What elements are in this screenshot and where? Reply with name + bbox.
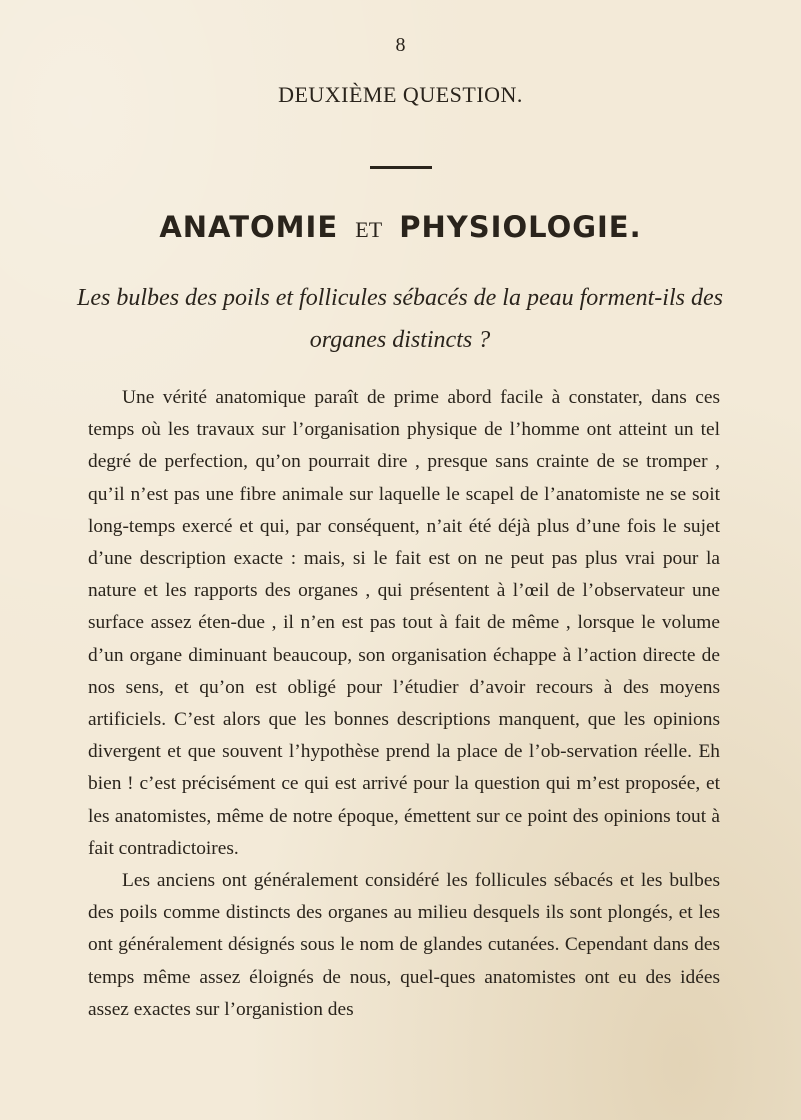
body-text <box>88 382 720 1026</box>
question-subtitle: Les bulbes des poils et follicules sébacés de la peau forment-ils des organes distincts ? <box>77 285 723 353</box>
divider-rule <box>370 166 432 169</box>
paragraph: Les anciens ont généralement considéré les follicules sébacés et les bulbes des poils comme distincts des organes au milieu desquels ils sont plongés, et les ont généralement désignés sous le nom de glandes cutanées. Cependant dans des temps même assez éloignés de nous, quel-ques anatomistes ont eu des idées assez exactes sur l’organistion des <box>88 870 720 1020</box>
page-number: 8 <box>395 34 406 56</box>
running-head: DEUXIÈME QUESTION. <box>278 82 523 107</box>
paragraph: Une vérité anatomique paraît de prime abord facile à constater, dans ces temps où les travaux sur l’organisation physique de l’homme ont atteint un tel degré de perfection, qu’on pourrait dire , presque sans crainte de se tromper , qu’il n’est pas une fibre animale sur laquelle le scapel de l’anatomiste ne se soit long-temps exercé et qui, par conséquent, n’ait été déjà plus d’une fois le sujet d’une description exacte : mais, si le fait est on ne peut pas plus vrai pour la nature et les rapports des organes , qui présentent à l’œil de l’observateur une surface assez éten-due , il n’en est pas tout à fait de même , lorsque le volume d’un organe diminuant beaucoup, son organisation échappe à l’action directe de nos sens, et qu’on est obligé pour l’étudier d’avoir recours à des moyens artificiels. C’est alors que les bonnes descriptions manquent, que les opinions divergent et que souvent l’hypothèse prend la place de l’ob-servation réelle. Eh bien ! c’est précisément ce qui est arrivé pour la question qui m’est proposée, et les anatomistes, même de notre époque, émettent sur ce point des opinions tout à fait contradictoires. <box>88 387 720 859</box>
section-heading-physiologie: PHYSIOLOGIE. <box>399 210 642 244</box>
section-heading-anatomie: ANATOMIE <box>159 210 339 244</box>
section-heading <box>0 210 801 244</box>
section-heading-conjunction: ET <box>355 217 383 242</box>
